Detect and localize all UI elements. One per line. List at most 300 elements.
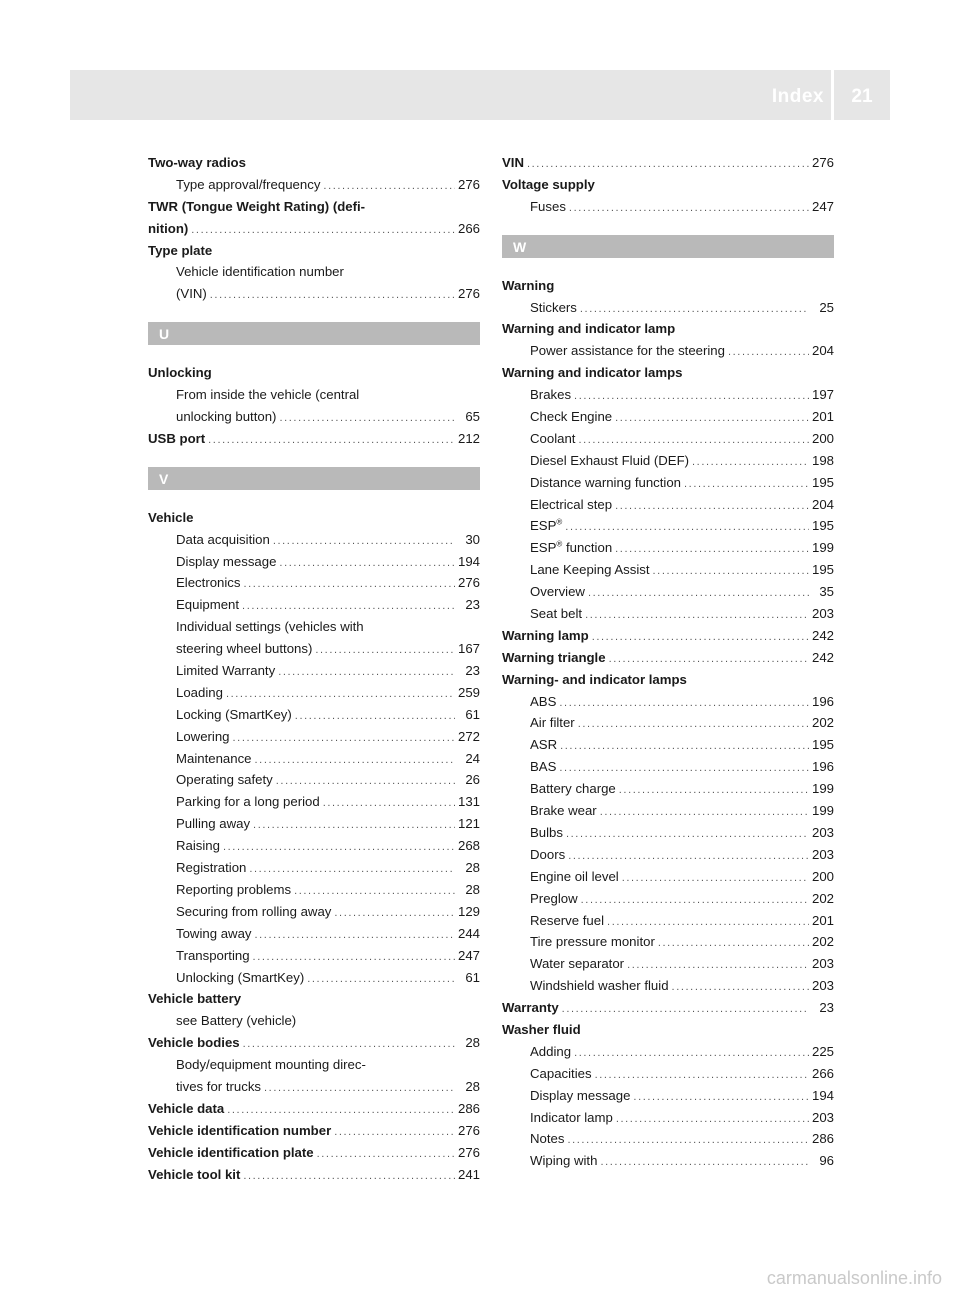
leader-dots bbox=[568, 846, 809, 866]
leader-dots bbox=[279, 408, 455, 428]
entry-label: Washer fluid bbox=[502, 1021, 581, 1037]
page-ref: 121 bbox=[457, 816, 480, 832]
leader-dots bbox=[578, 714, 809, 734]
index-subentry[interactable] bbox=[148, 923, 480, 945]
index-subentry[interactable] bbox=[148, 1054, 480, 1076]
leader-dots bbox=[619, 780, 809, 800]
entry-label: nition) bbox=[148, 220, 189, 236]
entry-label: (VIN) bbox=[176, 286, 207, 302]
entry-label: Maintenance bbox=[176, 750, 252, 766]
letter-heading: V bbox=[148, 467, 480, 490]
page-ref: 28 bbox=[465, 860, 480, 876]
index-entry[interactable] bbox=[148, 1032, 480, 1054]
leader-dots bbox=[295, 706, 455, 726]
registered-mark: ® bbox=[556, 518, 563, 528]
leader-dots bbox=[223, 837, 455, 857]
entry-label: Seat belt bbox=[530, 606, 583, 622]
page-ref: 202 bbox=[811, 934, 834, 950]
index-subentry[interactable] bbox=[148, 726, 480, 748]
entry-label: Preglow bbox=[530, 890, 578, 906]
index-column-right bbox=[502, 152, 834, 1172]
leader-dots bbox=[581, 890, 809, 910]
index-subentry[interactable] bbox=[502, 691, 834, 713]
index-subentry[interactable] bbox=[502, 1063, 834, 1085]
leader-dots bbox=[574, 1043, 809, 1063]
letter-heading: W bbox=[502, 235, 834, 258]
page-ref: 203 bbox=[811, 1109, 834, 1125]
entry-label: Vehicle identification number bbox=[176, 264, 344, 280]
entry-label: Stickers bbox=[530, 299, 577, 315]
entry-label: unlocking button) bbox=[176, 409, 277, 425]
index-entry[interactable] bbox=[502, 647, 834, 669]
entry-label: Capacities bbox=[530, 1065, 592, 1081]
leader-dots bbox=[273, 531, 455, 551]
page-ref: 276 bbox=[457, 1122, 480, 1138]
page-ref: 131 bbox=[457, 794, 480, 810]
leader-dots bbox=[562, 999, 809, 1019]
leader-dots bbox=[191, 220, 455, 240]
leader-dots bbox=[580, 299, 809, 319]
entry-label: Parking for a long period bbox=[176, 794, 320, 810]
index-entry[interactable] bbox=[148, 988, 480, 1010]
leader-dots bbox=[210, 285, 455, 305]
entry-label: Type plate bbox=[148, 242, 213, 258]
leader-dots bbox=[334, 1122, 455, 1142]
index-subentry[interactable] bbox=[502, 515, 834, 537]
leader-dots bbox=[672, 977, 809, 997]
page-ref: 35 bbox=[819, 584, 834, 600]
entry-label: Electronics bbox=[176, 575, 241, 591]
entry-label: Type approval/frequency bbox=[176, 176, 321, 192]
entry-label: Doors bbox=[530, 846, 566, 862]
entry-label: Bulbs bbox=[530, 824, 563, 840]
page-ref: 268 bbox=[457, 838, 480, 854]
leader-dots bbox=[323, 793, 455, 813]
index-subentry[interactable] bbox=[148, 594, 480, 616]
header-bar bbox=[70, 70, 890, 120]
index-entry[interactable] bbox=[148, 196, 480, 218]
leader-dots bbox=[658, 933, 809, 953]
leader-dots bbox=[233, 728, 455, 748]
page-ref: 129 bbox=[457, 903, 480, 919]
index-subentry[interactable] bbox=[148, 1010, 480, 1032]
page-ref: 197 bbox=[811, 387, 834, 403]
index-subentry[interactable] bbox=[148, 879, 480, 901]
page-ref: 276 bbox=[457, 286, 480, 302]
entry-label: Voltage supply bbox=[502, 176, 595, 192]
index-subentry[interactable] bbox=[502, 888, 834, 910]
entry-label: tives for trucks bbox=[176, 1078, 262, 1094]
leader-dots bbox=[208, 430, 455, 450]
entry-label: Vehicle battery bbox=[148, 991, 242, 1007]
leader-dots bbox=[607, 912, 809, 932]
index-subentry[interactable] bbox=[502, 975, 834, 997]
entry-label: Brakes bbox=[530, 387, 572, 403]
watermark: carmanualsonline.info bbox=[766, 1268, 942, 1288]
index-entry[interactable] bbox=[502, 997, 834, 1019]
entry-label: Vehicle bodies bbox=[148, 1035, 240, 1051]
page-ref: 286 bbox=[811, 1131, 834, 1147]
page-ref: 204 bbox=[811, 496, 834, 512]
page-ref: 23 bbox=[465, 663, 480, 679]
leader-dots bbox=[294, 881, 455, 901]
entry-label: Check Engine bbox=[530, 409, 613, 425]
index-entry[interactable] bbox=[502, 152, 834, 174]
page-ref: 96 bbox=[819, 1153, 834, 1169]
entry-label: Engine oil level bbox=[530, 868, 619, 884]
entry-label: USB port bbox=[148, 430, 206, 446]
entry-label: BAS bbox=[530, 759, 557, 775]
page-ref: 23 bbox=[465, 597, 480, 613]
entry-label: Data acquisition bbox=[176, 531, 270, 547]
index-subentry[interactable] bbox=[502, 450, 834, 472]
leader-dots bbox=[255, 750, 455, 770]
page-ref: 28 bbox=[465, 1035, 480, 1051]
leader-dots bbox=[264, 1078, 455, 1098]
page-ref: 212 bbox=[457, 430, 480, 446]
page-ref: 65 bbox=[465, 409, 480, 425]
index-subentry[interactable] bbox=[148, 945, 480, 967]
index-subentry[interactable] bbox=[502, 844, 834, 866]
entry-label: Vehicle identification plate bbox=[148, 1144, 314, 1160]
leader-dots bbox=[585, 605, 809, 625]
leader-dots bbox=[559, 758, 809, 778]
entry-label: Reserve fuel bbox=[530, 912, 605, 928]
entry-label: Warning lamp bbox=[502, 627, 589, 643]
entry-label: Registration bbox=[176, 860, 247, 876]
leader-dots bbox=[276, 771, 455, 791]
leader-dots bbox=[615, 496, 809, 516]
leader-dots bbox=[728, 342, 809, 362]
leader-dots bbox=[249, 859, 455, 879]
leader-dots bbox=[633, 1087, 809, 1107]
index-entry[interactable] bbox=[148, 218, 480, 240]
leader-dots bbox=[595, 1065, 809, 1085]
entry-label: Vehicle data bbox=[148, 1100, 225, 1116]
index-subentry[interactable] bbox=[502, 472, 834, 494]
index-subentry[interactable] bbox=[502, 1085, 834, 1107]
page-ref: 202 bbox=[811, 890, 834, 906]
index-subentry[interactable] bbox=[148, 748, 480, 770]
index-entry[interactable] bbox=[148, 1164, 480, 1186]
page-ref: 198 bbox=[811, 452, 834, 468]
leader-dots bbox=[226, 684, 455, 704]
entry-label: Notes bbox=[530, 1131, 565, 1147]
leader-dots bbox=[574, 386, 809, 406]
page-ref: 286 bbox=[457, 1100, 480, 1116]
entry-label: Securing from rolling away bbox=[176, 903, 332, 919]
entry-label: Overview bbox=[530, 584, 585, 600]
entry-label: ESP® function bbox=[530, 539, 613, 556]
leader-dots bbox=[243, 1034, 455, 1054]
entry-label: Battery charge bbox=[530, 781, 616, 797]
entry-label: ESP® bbox=[530, 518, 563, 534]
index-subentry[interactable] bbox=[148, 660, 480, 682]
entry-label: Vehicle bbox=[148, 509, 194, 525]
entry-label: Fuses bbox=[530, 198, 566, 214]
index-subentry[interactable] bbox=[502, 756, 834, 778]
page-ref: 26 bbox=[465, 772, 480, 788]
entry-label: Coolant bbox=[530, 430, 576, 446]
index-subentry[interactable] bbox=[148, 857, 480, 879]
index-subentry[interactable] bbox=[148, 551, 480, 573]
index-subentry[interactable] bbox=[502, 822, 834, 844]
index-entry[interactable] bbox=[502, 669, 834, 691]
registered-mark: ® bbox=[556, 539, 563, 549]
leader-dots bbox=[566, 824, 809, 844]
entry-label: Wiping with bbox=[530, 1153, 598, 1169]
page-ref: 30 bbox=[465, 531, 480, 547]
entry-label: Warning and indicator lamp bbox=[502, 321, 676, 337]
entry-label: Warning triangle bbox=[502, 649, 606, 665]
leader-dots bbox=[609, 649, 809, 669]
index-entry[interactable] bbox=[148, 1142, 480, 1164]
index-subentry[interactable] bbox=[502, 340, 834, 362]
index-entry[interactable] bbox=[502, 275, 834, 297]
leader-dots bbox=[317, 1144, 455, 1164]
index-subentry[interactable] bbox=[502, 537, 834, 559]
leader-dots bbox=[600, 802, 809, 822]
page-ref: 203 bbox=[811, 846, 834, 862]
entry-label: Air filter bbox=[530, 715, 575, 731]
page-number: 21 bbox=[851, 86, 873, 107]
page-ref: 225 bbox=[811, 1043, 834, 1059]
entry-label: From inside the vehicle (central bbox=[176, 387, 360, 403]
index-subentry[interactable] bbox=[148, 638, 480, 660]
index-subentry[interactable] bbox=[148, 682, 480, 704]
entry-label: Vehicle tool kit bbox=[148, 1166, 241, 1182]
page-ref: 194 bbox=[811, 1087, 834, 1103]
section-title: Index bbox=[771, 86, 824, 107]
index-subentry[interactable] bbox=[148, 704, 480, 726]
entry-label: ABS bbox=[530, 693, 557, 709]
entry-label: Raising bbox=[176, 838, 220, 854]
page-ref: 199 bbox=[811, 781, 834, 797]
index-entry[interactable] bbox=[502, 1019, 834, 1041]
index-subentry[interactable] bbox=[148, 261, 480, 283]
index-subentry[interactable] bbox=[502, 1128, 834, 1150]
index-subentry[interactable] bbox=[502, 712, 834, 734]
leader-dots bbox=[253, 947, 455, 967]
page-ref: 24 bbox=[465, 750, 480, 766]
leader-dots bbox=[334, 903, 455, 923]
leader-dots bbox=[279, 553, 455, 573]
leader-dots bbox=[615, 539, 809, 559]
entry-label: Power assistance for the steering bbox=[530, 343, 725, 359]
index-subentry[interactable] bbox=[148, 967, 480, 989]
page-ref: 203 bbox=[811, 606, 834, 622]
index-subentry[interactable] bbox=[148, 406, 480, 428]
page-ref: 61 bbox=[465, 969, 480, 985]
page-ref: 167 bbox=[457, 641, 480, 657]
leader-dots bbox=[622, 868, 809, 888]
index-subentry[interactable] bbox=[502, 581, 834, 603]
page-ref: 272 bbox=[457, 728, 480, 744]
page-ref: 276 bbox=[457, 575, 480, 591]
leader-dots bbox=[692, 452, 809, 472]
entry-label: Warning and indicator lamps bbox=[502, 365, 683, 381]
entry-label: Windshield washer fluid bbox=[530, 978, 669, 994]
page-ref: 259 bbox=[457, 684, 480, 700]
entry-label: Lane Keeping Assist bbox=[530, 562, 650, 578]
index-entry[interactable] bbox=[148, 362, 480, 384]
page-ref: 194 bbox=[457, 553, 480, 569]
page-ref: 276 bbox=[811, 155, 834, 170]
entry-label: Reporting problems bbox=[176, 881, 292, 897]
entry-label: Vehicle identification number bbox=[148, 1122, 332, 1138]
index-subentry[interactable] bbox=[502, 800, 834, 822]
entry-label: Individual settings (vehicles with bbox=[176, 619, 364, 635]
entry-label: Operating safety bbox=[176, 772, 273, 788]
page-ref: 195 bbox=[811, 737, 834, 753]
page-ref: 196 bbox=[811, 759, 834, 775]
index-subentry[interactable] bbox=[148, 813, 480, 835]
page-ref: 247 bbox=[811, 198, 834, 214]
page-ref: 61 bbox=[465, 706, 480, 722]
index-entry[interactable] bbox=[502, 318, 834, 340]
index-subentry[interactable] bbox=[502, 953, 834, 975]
index-subentry[interactable] bbox=[148, 901, 480, 923]
entry-label: Towing away bbox=[176, 925, 252, 941]
index-subentry[interactable] bbox=[502, 406, 834, 428]
entry-label: Loading bbox=[176, 684, 223, 700]
index-subentry[interactable] bbox=[148, 529, 480, 551]
entry-label: VIN bbox=[502, 155, 524, 170]
index-subentry[interactable] bbox=[148, 572, 480, 594]
entry-label: Warranty bbox=[502, 1000, 559, 1016]
page-ref: 276 bbox=[457, 1144, 480, 1160]
entry-label: Unlocking bbox=[148, 365, 212, 381]
index-entry[interactable] bbox=[502, 362, 834, 384]
page-ref: 195 bbox=[811, 562, 834, 578]
entry-label: Indicator lamp bbox=[530, 1109, 613, 1125]
leader-dots bbox=[278, 662, 455, 682]
letter-heading: U bbox=[148, 322, 480, 345]
index-column-left bbox=[148, 152, 480, 1185]
index-entry[interactable] bbox=[148, 240, 480, 262]
index-subentry[interactable] bbox=[502, 734, 834, 756]
index-subentry[interactable] bbox=[502, 1107, 834, 1129]
leader-dots bbox=[242, 596, 455, 616]
entry-label: Transporting bbox=[176, 947, 250, 963]
leader-dots bbox=[588, 583, 809, 603]
index-subentry[interactable] bbox=[148, 835, 480, 857]
index-subentry[interactable] bbox=[148, 1076, 480, 1098]
leader-dots bbox=[527, 154, 809, 174]
leader-dots bbox=[560, 736, 809, 756]
index-subentry[interactable] bbox=[502, 910, 834, 932]
leader-dots bbox=[600, 1152, 809, 1172]
index-subentry[interactable] bbox=[148, 769, 480, 791]
entry-label: Equipment bbox=[176, 597, 240, 613]
page-ref: 276 bbox=[457, 176, 480, 192]
page-ref: 266 bbox=[811, 1065, 834, 1081]
leader-dots bbox=[627, 955, 809, 975]
leader-dots bbox=[653, 561, 809, 581]
entry-label: Locking (SmartKey) bbox=[176, 706, 292, 722]
leader-dots bbox=[578, 430, 809, 450]
page-ref: 201 bbox=[811, 912, 834, 928]
index-subentry[interactable] bbox=[502, 196, 834, 218]
page-ref: 244 bbox=[457, 925, 480, 941]
index-entry[interactable] bbox=[148, 1120, 480, 1142]
entry-label: Electrical step bbox=[530, 496, 613, 512]
index-subentry[interactable] bbox=[148, 616, 480, 638]
page-ref: 242 bbox=[811, 627, 834, 643]
leader-dots bbox=[253, 815, 455, 835]
page-ref: 196 bbox=[811, 693, 834, 709]
page-ref: 203 bbox=[811, 978, 834, 994]
index-entry[interactable] bbox=[502, 625, 834, 647]
page-ref: 200 bbox=[811, 868, 834, 884]
entry-label: TWR (Tongue Weight Rating) (defi- bbox=[148, 198, 366, 214]
index-subentry[interactable] bbox=[502, 603, 834, 625]
entry-label: Water separator bbox=[530, 956, 625, 972]
index-entry[interactable] bbox=[148, 1098, 480, 1120]
leader-dots bbox=[615, 408, 809, 428]
index-entry[interactable] bbox=[502, 174, 834, 196]
page-ref: 28 bbox=[465, 881, 480, 897]
entry-label: ASR bbox=[530, 737, 558, 753]
leader-dots bbox=[227, 1100, 455, 1120]
page-ref: 199 bbox=[811, 540, 834, 556]
page-ref: 241 bbox=[457, 1166, 480, 1182]
page-ref: 203 bbox=[811, 824, 834, 840]
index-subentry[interactable] bbox=[502, 384, 834, 406]
index-subentry[interactable] bbox=[502, 778, 834, 800]
entry-label: Lowering bbox=[176, 728, 230, 744]
entry-label: Display message bbox=[176, 553, 277, 569]
page-ref: 201 bbox=[811, 409, 834, 425]
leader-dots bbox=[315, 640, 455, 660]
entry-label: Tire pressure monitor bbox=[530, 934, 655, 950]
index-entry[interactable] bbox=[148, 428, 480, 450]
page-ref: 242 bbox=[811, 649, 834, 665]
index-subentry[interactable] bbox=[148, 791, 480, 813]
index-subentry[interactable] bbox=[148, 283, 480, 305]
leader-dots bbox=[255, 925, 455, 945]
index-subentry[interactable] bbox=[502, 931, 834, 953]
index-subentry[interactable] bbox=[502, 494, 834, 516]
index-subentry[interactable] bbox=[502, 428, 834, 450]
index-entry[interactable] bbox=[148, 152, 480, 174]
page-ref: 195 bbox=[811, 474, 834, 490]
page-ref: 266 bbox=[457, 220, 480, 236]
entry-label: Display message bbox=[530, 1087, 631, 1103]
page-ref: 204 bbox=[811, 343, 834, 359]
index-subentry[interactable] bbox=[502, 866, 834, 888]
entry-label: Adding bbox=[530, 1043, 572, 1059]
leader-dots bbox=[307, 969, 455, 989]
index-subentry[interactable] bbox=[502, 1041, 834, 1063]
page-ref: 203 bbox=[811, 956, 834, 972]
index-subentry[interactable] bbox=[502, 1150, 834, 1172]
leader-dots bbox=[559, 693, 809, 713]
entry-label: Warning- and indicator lamps bbox=[502, 671, 687, 687]
entry-label: Body/equipment mounting direc- bbox=[176, 1057, 366, 1073]
index-entry[interactable] bbox=[148, 507, 480, 529]
index-subentry[interactable] bbox=[148, 384, 480, 406]
page-ref: 202 bbox=[811, 715, 834, 731]
page-ref: 200 bbox=[811, 430, 834, 446]
index-subentry[interactable] bbox=[502, 297, 834, 319]
leader-dots bbox=[684, 474, 809, 494]
leader-dots bbox=[565, 517, 809, 537]
entry-label: Diesel Exhaust Fluid (DEF) bbox=[530, 452, 690, 468]
index-subentry[interactable] bbox=[502, 559, 834, 581]
entry-label: steering wheel buttons) bbox=[176, 641, 313, 657]
index-subentry[interactable] bbox=[148, 174, 480, 196]
